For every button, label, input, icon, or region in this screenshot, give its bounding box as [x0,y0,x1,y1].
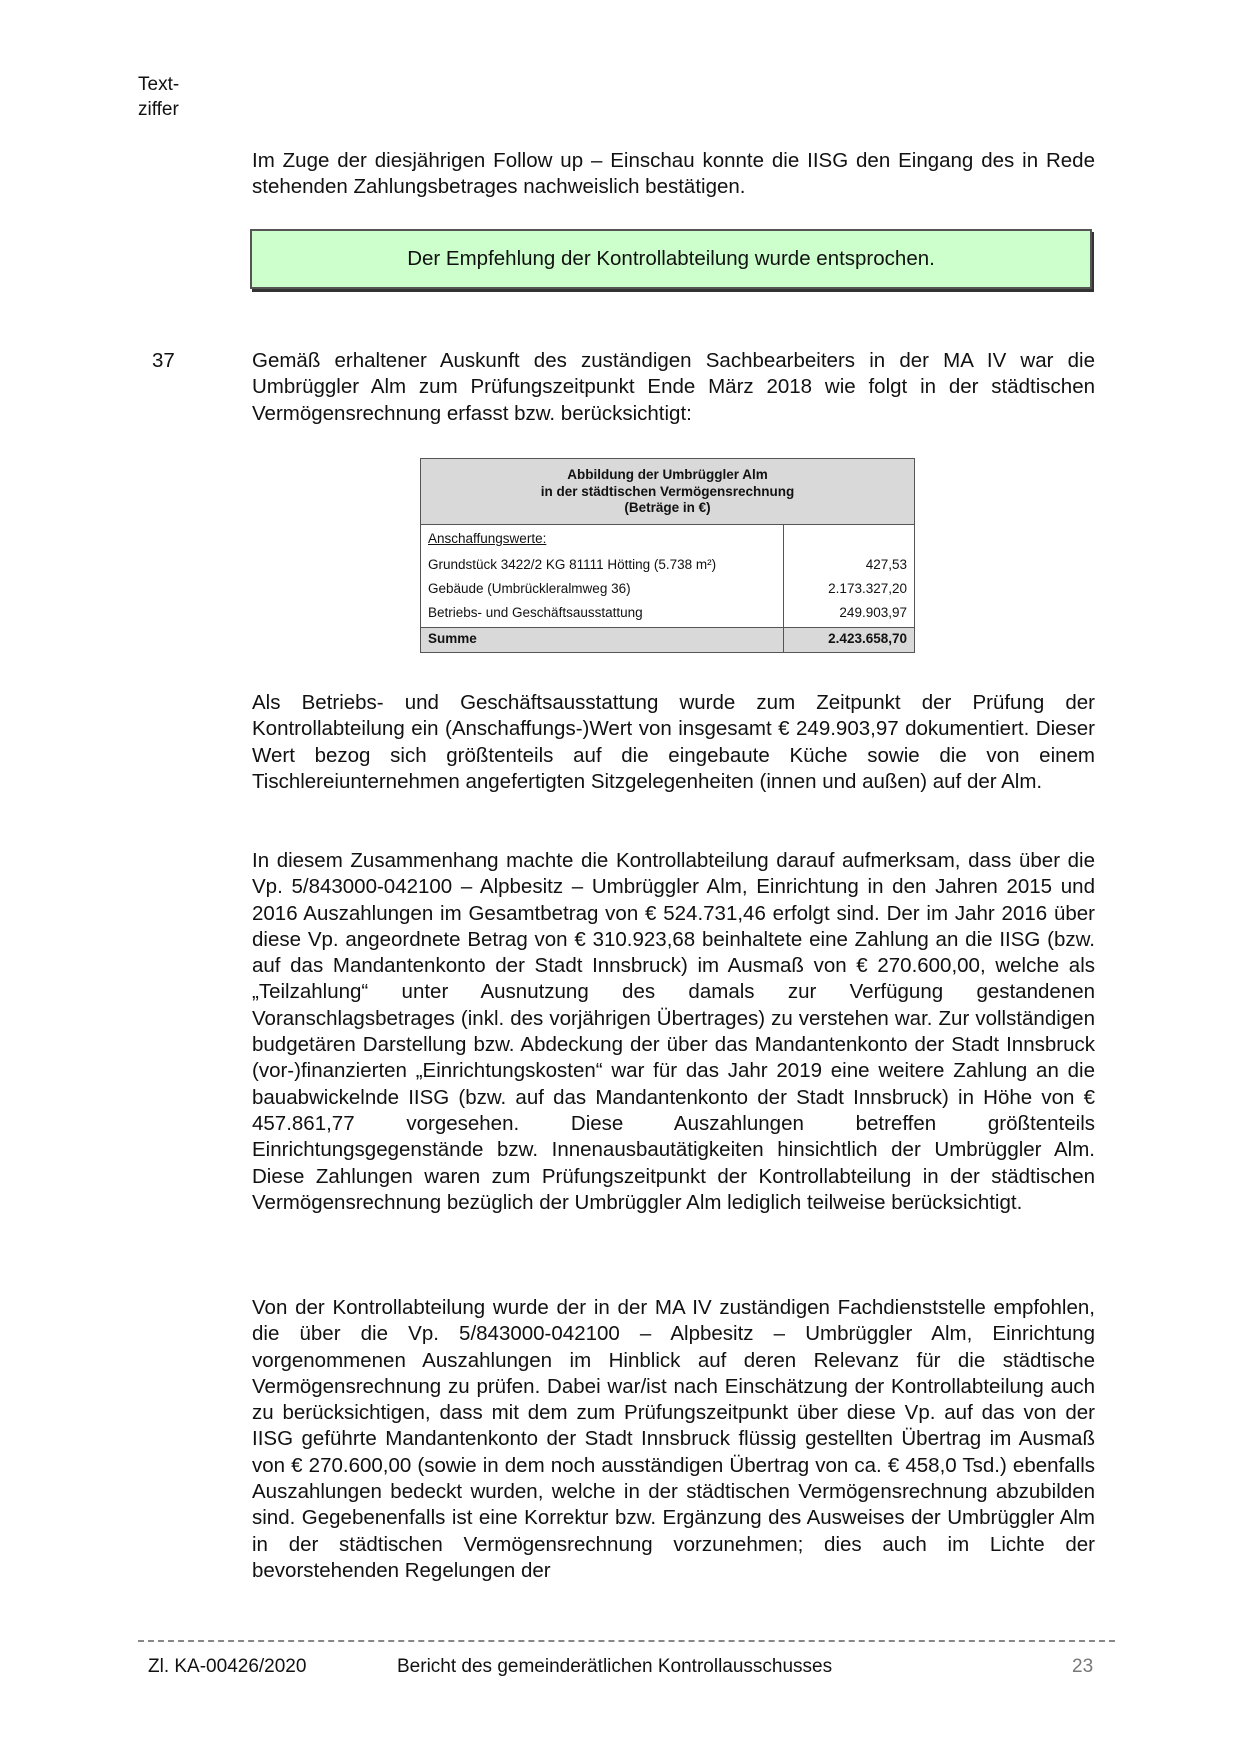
margin-label-line-1: Text- [138,74,180,95]
table-title [421,459,914,525]
table-sum-label: Summe [428,631,477,646]
paragraph-empfehlung: Von der Kontrollabteilung wurde der in der MA IV zuständigen Fachdienststelle empfohlen, die über die Vp. 5/843000-042100 – Alpbesitz – Umbrüggler Alm, Einrichtung vorgenommenen Auszahlungen im Hinblick auf deren Relevanz für die städtische Vermögensrechnung zu prüfen. Dabei war/ist nach Einschätzung der Kontrollabteilung auch zu berücksichtigen, dass mit dem zum Prüfungszeitpunkt über diese Vp. auf das von der IISG geführte Mandantenkonto der Stadt Innsbruck flüssig gestellten Übertrag im Ausmaß von € 270.600,00 (sowie in dem noch ausständigen Übertrag von ca. € 458,0 Tsd.) ebenfalls Auszahlungen bedeckt wurden, welche in der städtischen Vermögensrechnung abzubilden sind. Gegebenenfalls ist eine Korrektur bzw. Ergänzung des Ausweises der Umbrüggler Alm in der städtischen Vermögensrechnung vorzunehmen; dies auch im Lichte der bevorstehenden Regelungen der [252,1296,1095,1582]
table-sum-divider [783,628,784,652]
table-sum-value: 2.423.658,70 [828,631,907,646]
paragraph-zusammenhang: In diesem Zusammenhang machte die Kontrollabteilung darauf aufmerksam, dass über die Vp. 5/843000-042100 – Alpbesitz – Umbrüggler Alm, Einrichtung in den Jahren 2015 und 2016 Auszahlungen im Gesamtbetrag von € 524.731,46 erfolgt sind. Der im Jahr 2016 über diese Vp. angeordnete Betrag von € 310.923,68 beinhaltete eine Zahlung an die IISG (bzw. auf das Mandantenkonto der Stadt Innsbruck) im Ausmaß von € 270.600,00, welche als „Teilzahlung“ unter Ausnutzung des damals zur Verfügung gestandenen Voranschlagsbetrages (inkl. des vorjährigen Übertrages) zu verstehen war. Zur vollständigen budgetären Darstellung bzw. Abdeckung der über das Mandantenkonto der Stadt Innsbruck (vor-)finanzierten „Einrichtungskosten“ war für das Jahr 2019 eine weitere Zahlung an die bauabwickelnde IISG (bzw. auf das Mandantenkonto der Stadt Innsbruck) in Höhe von € 457.861,77 vorgesehen. Diese Auszahlungen betreffen größtenteils Einrichtungsgegenstände bzw. Innenausbautätigkeiten hinsichtlich der Umbrüggler Alm. Diese Zahlungen waren zum Prüfungszeitpunkt der Kontrollabteilung in der städtischen Vermögensrechnung bezüglich der Umbrüggler Alm lediglich teilweise berücksichtigt. [252,849,1095,1214]
paragraph-37: Gemäß erhaltener Auskunft des zuständigen Sachbearbeiters in der MA IV war die Umbrüggler Alm zum Prüfungszeitpunkt Ende März 2018 wie folgt in der städtischen Vermögensrechnung erfasst bzw. berücksichtigt: [252,349,1095,425]
table-row [428,579,907,599]
table-row [428,603,907,623]
table-title-line-1: Abbildung der Umbrüggler Alm [567,467,768,482]
table-title-line-2: in der städtischen Vermögensrechnung [540,483,795,499]
page-number: 23 [1072,1656,1094,1677]
table-row-value: 249.903,97 [839,605,907,620]
table-row [428,555,907,575]
margin-label-line-2: ziffer [138,99,179,120]
recommendation-fulfilled-text: Der Empfehlung der Kontrollabteilung wurde entsprochen. [407,247,935,270]
footer-divider [138,1640,1115,1642]
table-row-label: Betriebs- und Geschäftsausstattung [428,605,643,620]
table-sum-row [421,627,914,652]
table-section-label: Anschaffungswerte: [428,531,547,546]
table-body [421,525,914,628]
umbrueggler-alm-table [420,458,915,653]
table-title-line-3: (Beträge in €) [624,500,711,515]
table-row-label: Grundstück 3422/2 KG 81111 Hötting (5.738 m²) [428,557,717,572]
footer-report-title: Bericht des gemeinderätlichen Kontrollausschusses [397,1656,833,1677]
table-row-value: 427,53 [865,557,907,572]
table-row-value: 2.173.327,20 [828,581,907,596]
recommendation-fulfilled-box [250,229,1092,289]
paragraph-intro: Im Zuge der diesjährigen Follow up – Einschau konnte die IISG den Eingang des in Rede stehenden Zahlungsbetrages nachweislich bestätigen. [252,149,1095,199]
table-section-row [428,529,907,549]
footer-doc-number: Zl. KA-00426/2020 [148,1656,307,1677]
table-row-label: Gebäude (Umbrückleralmweg 36) [428,581,631,596]
textziffer-number: 37 [152,349,175,372]
paragraph-betriebsausstattung: Als Betriebs- und Geschäftsausstattung wurde zum Zeitpunkt der Prüfung der Kontrollabteilung ein (Anschaffungs-)Wert von insgesamt € 249.903,97 dokumentiert. Dieser Wert bezog sich größtenteils auf die eingebaute Küche sowie die von einem Tischlereiunternehmen angefertigten Sitzgelegenheiten (innen und außen) auf der Alm. [252,691,1095,793]
margin-label-textziffer [138,72,179,122]
